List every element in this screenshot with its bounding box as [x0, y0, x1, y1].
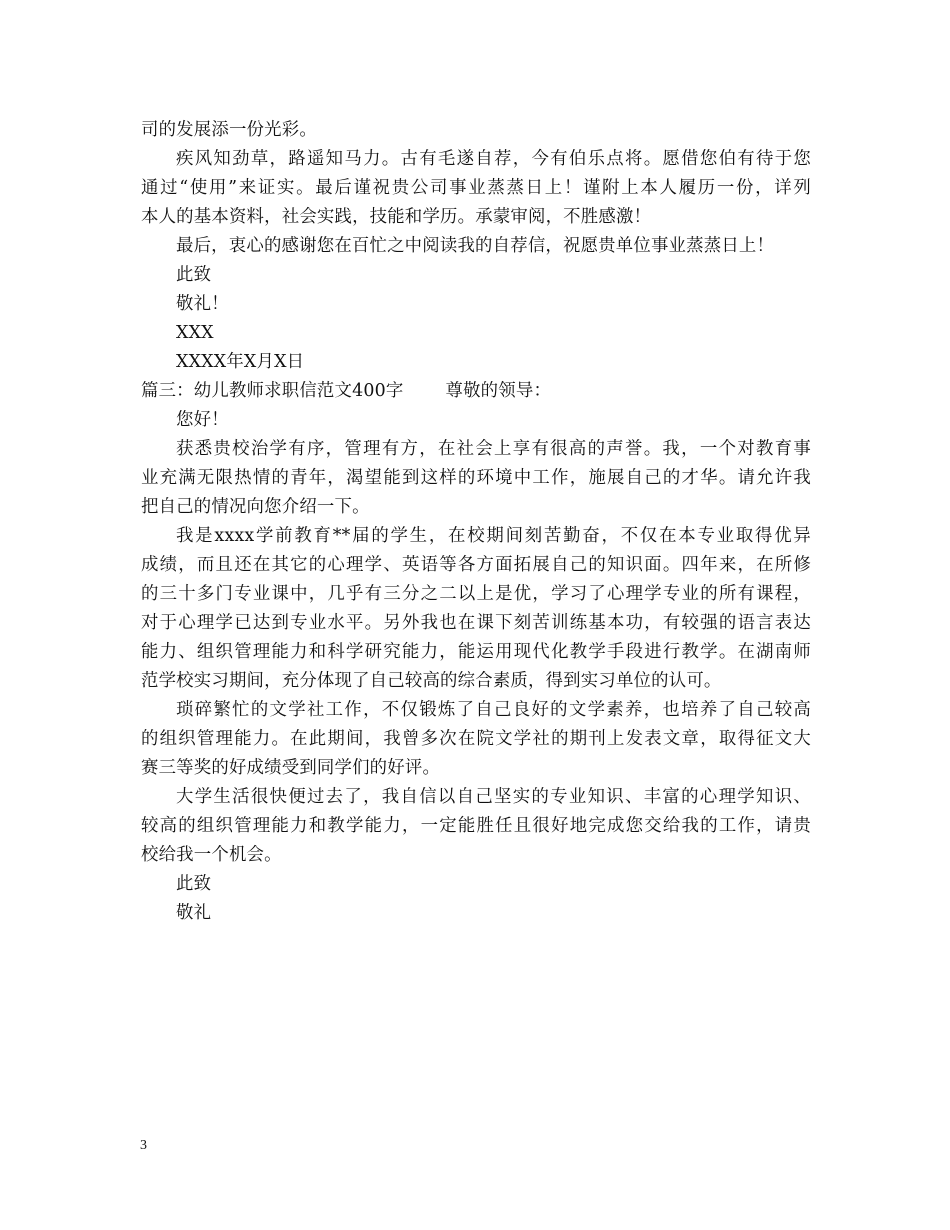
text-line: 大学生活很快便过去了，我自信以自己坚实的专业知识、丰富的心理学知识、 — [176, 787, 811, 807]
closing-regards: 敬礼！ — [176, 294, 229, 314]
text-line: 把自己的情况向您介绍一下。 — [141, 497, 370, 517]
closing-salutation: 此致 — [176, 874, 212, 894]
text-line: 成绩，而且还在其它的心理学、英语等各方面拓展自己的知识面。四年来，在所修 — [141, 555, 811, 575]
text-line: 通过“使用”来证实。最后谨祝贵公司事业蒸蒸日上！谨附上本人履历一份，详列 — [141, 178, 811, 198]
text-line: 的三十多门专业课中，几乎有三分之二以上是优，学习了心理学专业的所有课程， — [141, 584, 811, 604]
text-line: 对于心理学已达到专业水平。另外我也在课下刻苦训练基本功，有较强的语言表达 — [141, 613, 811, 633]
page-number: 3 — [140, 1138, 147, 1153]
closing-regards: 敬礼 — [176, 903, 212, 923]
text-line: 我是xxxx学前教育**届的学生，在校期间刻苦勤奋，不仅在本专业取得优异 — [176, 526, 811, 546]
text-line: 疾风知劲草，路遥知马力。古有毛遂自荐，今有伯乐点将。愿借您伯有待于您 — [176, 149, 811, 169]
section-heading: 篇三：幼儿教师求职信范文400字 — [141, 381, 404, 401]
text-line: 您好！ — [176, 410, 229, 430]
text-line: 获悉贵校治学有序，管理有方，在社会上享有很高的声誉。我，一个对教育事 — [176, 439, 811, 459]
text-line: 能力、组织管理能力和科学研究能力，能运用现代化教学手段进行教学。在湖南师 — [141, 642, 811, 662]
text-line: 范学校实习期间，充分体现了自己较高的综合素质，得到实习单位的认可。 — [141, 671, 722, 691]
text-line: 琐碎繁忙的文学社工作，不仅锻炼了自己良好的文学素养，也培养了自己较高 — [176, 700, 811, 720]
letter-greeting: 尊敬的领导： — [445, 381, 552, 401]
body-text — [141, 116, 811, 928]
text-line: 司的发展添一份光彩。 — [141, 120, 317, 140]
text-line: 校给我一个机会。 — [141, 845, 282, 865]
section-heading-line — [141, 377, 811, 406]
text-line: 较高的组织管理能力和教学能力，一定能胜任且很好地完成您交给我的工作，请贵 — [141, 816, 811, 836]
text-line: 本人的基本资料，社会实践，技能和学历。承蒙审阅，不胜感激！ — [141, 207, 652, 227]
text-line: 的组织管理能力。在此期间，我曾多次在院文学社的期刊上发表文章，取得征文大 — [141, 729, 811, 749]
text-line: 赛三等奖的好成绩受到同学们的好评。 — [141, 758, 441, 778]
signature-date: XXXX年X月X日 — [176, 352, 305, 372]
text-line: 业充满无限热情的青年，渴望能到这样的环境中工作，施展自己的才华。请允许我 — [141, 468, 811, 488]
signature-name: XXX — [176, 323, 214, 343]
closing-salutation: 此致 — [176, 265, 212, 285]
text-line: 最后，衷心的感谢您在百忙之中阅读我的自荐信，祝愿贵单位事业蒸蒸日上！ — [176, 236, 775, 256]
